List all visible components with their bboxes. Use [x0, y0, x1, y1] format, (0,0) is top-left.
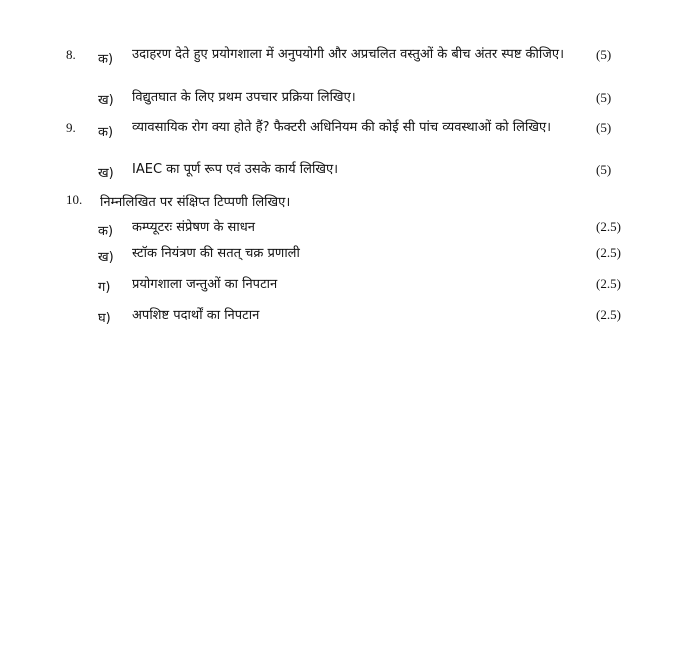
question-marks: (2.5) [596, 219, 621, 234]
sub-question-label: घ) [98, 311, 111, 326]
sub-question-label: ख) [98, 93, 114, 108]
sub-question-label: क) [98, 52, 114, 67]
question-number: 10. [66, 192, 83, 207]
sub-question-label: ख) [98, 166, 114, 181]
question-marks: (5) [596, 47, 612, 62]
question-text: स्टॉक नियंत्रण की सतत् चक्र प्रणाली [132, 246, 300, 261]
question-marks: (5) [596, 90, 612, 105]
sub-question-label: ख) [98, 250, 114, 265]
question-marks: (2.5) [596, 276, 621, 291]
sub-question-label: क) [98, 224, 114, 239]
question-number: 8. [66, 47, 76, 62]
question-text: कम्प्यूटरः संप्रेषण के साधन [132, 220, 255, 235]
question-text: प्रयोगशाला जन्तुओं का निपटान [132, 277, 278, 292]
question-marks: (5) [596, 162, 612, 177]
question-marks: (2.5) [596, 245, 621, 260]
question-text: उदाहरण देते हुए प्रयोगशाला में अनुपयोगी और अप्रचलित वस्तुओं के बीच अंतर स्पष्ट कीजिए। [132, 47, 565, 62]
sub-question-label: ग) [98, 280, 111, 295]
question-text: व्यावसायिक रोग क्या होते हैं? फैक्टरी अधिनियम की कोई सी पांच व्यवस्थाओं को लिखिए। [132, 120, 552, 135]
question-text: अपशिष्ट पदार्थों का निपटान [132, 308, 260, 323]
sub-question-label: क) [98, 125, 114, 140]
question-marks: (2.5) [596, 307, 621, 322]
question-marks: (5) [596, 120, 612, 135]
question-text: विद्युतघात के लिए प्रथम उपचार प्रक्रिया लिखिए। [132, 90, 356, 105]
question-title: निम्नलिखित पर संक्षिप्त टिप्पणी लिखिए। [100, 195, 291, 210]
question-text: IAEC का पूर्ण रूप एवं उसके कार्य लिखिए। [132, 162, 339, 177]
question-number: 9. [66, 120, 76, 135]
